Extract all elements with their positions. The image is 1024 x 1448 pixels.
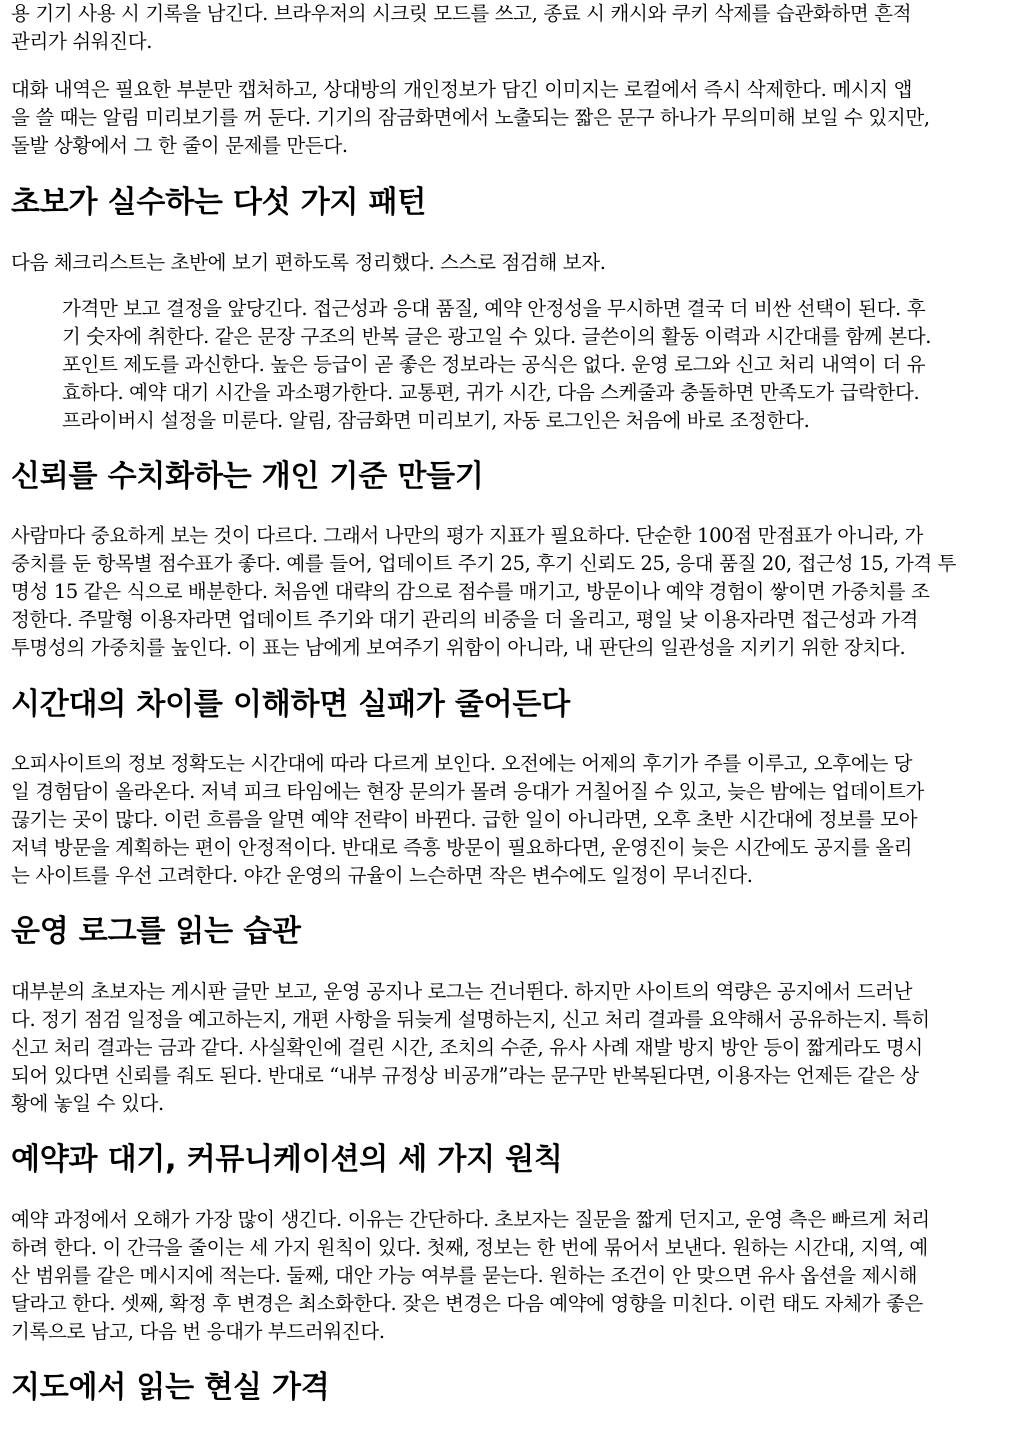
text-line: 사람마다 중요하게 보는 것이 다르다. 그래서 나만의 평가 지표가 필요하다. 단순한 100점 만점표가 아니라, 가	[11, 524, 924, 547]
text-line: 정한다. 주말형 이용자라면 업데이트 주기와 대기 관리의 비중을 더 올리고, 평일 낮 이용자라면 접근성과 가격	[11, 608, 919, 631]
text-line: 다음 체크리스트는 초반에 보기 편하도록 정리했다. 스스로 점검해 보자.	[11, 251, 606, 274]
text-line: 기록으로 남고, 다음 번 응대가 부드러워진다.	[11, 1320, 385, 1343]
text-line: 는 사이트를 우선 고려한다. 야간 운영의 규율이 느슨하면 작은 변수에도 일정이 무너진다.	[11, 864, 753, 887]
section-heading: 초보가 실수하는 다섯 가지 패턴	[11, 185, 427, 220]
text-line: 돌발 상황에서 그 한 줄이 문제를 만든다.	[11, 134, 348, 157]
section-paragraph	[11, 750, 1013, 890]
section-paragraph	[11, 249, 1013, 277]
text-line: 황에 놓일 수 있다.	[11, 1092, 164, 1115]
text-line: 효하다. 예약 대기 시간을 과소평가한다. 교통편, 귀가 시간, 다음 스케줄과 충돌하면 만족도가 급락한다.	[62, 381, 920, 404]
section-paragraph	[11, 978, 1013, 1118]
text-line: 예약 과정에서 오해가 가장 많이 생긴다. 이유는 간단하다. 초보자는 질문을 짧게 던지고, 운영 측은 빠르게 처리	[11, 1208, 930, 1231]
text-line: 산 범위를 같은 메시지에 적는다. 둘째, 대안 가능 여부를 묻는다. 원하는 조건이 안 맞으면 유사 옵션을 제시해	[11, 1264, 918, 1287]
text-line: 기 숫자에 취한다. 같은 문장 구조의 반복 글은 광고일 수 있다. 글쓴이의 활동 이력과 시간대를 함께 본다.	[62, 325, 932, 348]
text-line: 포인트 제도를 과신한다. 높은 등급이 곧 좋은 정보라는 공식은 없다. 운영 로그와 신고 처리 내역이 더 유	[62, 353, 926, 376]
text-line: 신고 처리 결과는 금과 같다. 사실확인에 걸린 시간, 조치의 수준, 유사 사례 재발 방지 방안 등이 짧게라도 명시	[11, 1036, 923, 1059]
intro-paragraph-2	[11, 76, 1013, 160]
text-line: 용 기기 사용 시 기록을 남긴다. 브라우저의 시크릿 모드를 쓰고, 종료 시 캐시와 쿠키 삭제를 습관화하면 흔적	[11, 2, 912, 25]
text-line: 관리가 쉬워진다.	[11, 30, 153, 53]
section-paragraph	[11, 1206, 1013, 1346]
text-line: 달라고 한다. 셋째, 확정 후 변경은 최소화한다. 잦은 변경은 다음 예약에 영향을 미친다. 이런 태도 자체가 좋은	[11, 1292, 923, 1315]
text-line: 가격만 보고 결정을 앞당긴다. 접근성과 응대 품질, 예약 안정성을 무시하면 결국 더 비싼 선택이 된다. 후	[62, 297, 926, 320]
text-line: 오피사이트의 정보 정확도는 시간대에 따라 다르게 보인다. 오전에는 어제의 후기가 주를 이루고, 오후에는 당	[11, 752, 913, 775]
section-heading: 시간대의 차이를 이해하면 실패가 줄어든다	[11, 687, 571, 722]
intro-paragraph-1	[11, 0, 1013, 56]
text-line: 프라이버시 설정을 미룬다. 알림, 잠금화면 미리보기, 자동 로그인은 처음에 바로 조정한다.	[62, 409, 810, 432]
section-heading: 예약과 대기, 커뮤니케이션의 세 가지 원칙	[11, 1142, 563, 1177]
text-line: 투명성의 가중치를 높인다. 이 표는 남에게 보여주기 위함이 아니라, 내 판단의 일관성을 지키기 위한 장치다.	[11, 636, 906, 659]
text-line: 대부분의 초보자는 게시판 글만 보고, 운영 공지나 로그는 건너뛴다. 하지만 사이트의 역량은 공지에서 드러난	[11, 980, 913, 1003]
section-heading: 지도에서 읽는 현실 가격	[11, 1370, 330, 1405]
text-line: 을 쓸 때는 알림 미리보기를 꺼 둔다. 기기의 잠금화면에서 노출되는 짧은 문구 하나가 무의미해 보일 수 있지만,	[11, 106, 930, 129]
checklist-quote	[62, 295, 1012, 435]
text-line: 대화 내역은 필요한 부분만 캡처하고, 상대방의 개인정보가 담긴 이미지는 로컬에서 즉시 삭제한다. 메시지 앱	[11, 78, 913, 101]
text-line: 하려 한다. 이 간극을 줄이는 세 가지 원칙이 있다. 첫째, 정보는 한 번에 묶어서 보낸다. 원하는 시간대, 지역, 예	[11, 1236, 928, 1259]
section-heading: 운영 로그를 읽는 습관	[11, 914, 301, 949]
text-line: 되어 있다면 신뢰를 줘도 된다. 반대로 “내부 규정상 비공개”라는 문구만 반복된다면, 이용자는 언제든 같은 상	[11, 1064, 919, 1087]
text-line: 끊기는 곳이 많다. 이런 흐름을 알면 예약 전략이 바뀐다. 급한 일이 아니라면, 오후 초반 시간대에 정보를 모아	[11, 808, 918, 831]
text-line: 다. 정기 점검 일정을 예고하는지, 개편 사항을 뒤늦게 설명하는지, 신고 처리 결과를 요약해서 공유하는지. 특히	[11, 1008, 930, 1031]
text-line: 명성 15 같은 식으로 배분한다. 처음엔 대략의 감으로 점수를 매기고, 방문이나 예약 경험이 쌓이면 가중치를 조	[11, 580, 930, 603]
section-heading: 신뢰를 수치화하는 개인 기준 만들기	[11, 459, 484, 494]
section-paragraph	[11, 522, 1013, 662]
text-line: 저녁 방문을 계획하는 편이 안정적이다. 반대로 즉흥 방문이 필요하다면, 운영진이 늦은 시간에도 공지를 올리	[11, 836, 913, 859]
text-line: 일 경험담이 올라온다. 저녁 피크 타임에는 현장 문의가 몰려 응대가 거칠어질 수 있고, 늦은 밤에는 업데이트가	[11, 780, 924, 803]
text-line: 중치를 둔 항목별 점수표가 좋다. 예를 들어, 업데이트 주기 25, 후기 신뢰도 25, 응대 품질 20, 접근성 15, 가격 투	[11, 552, 957, 575]
